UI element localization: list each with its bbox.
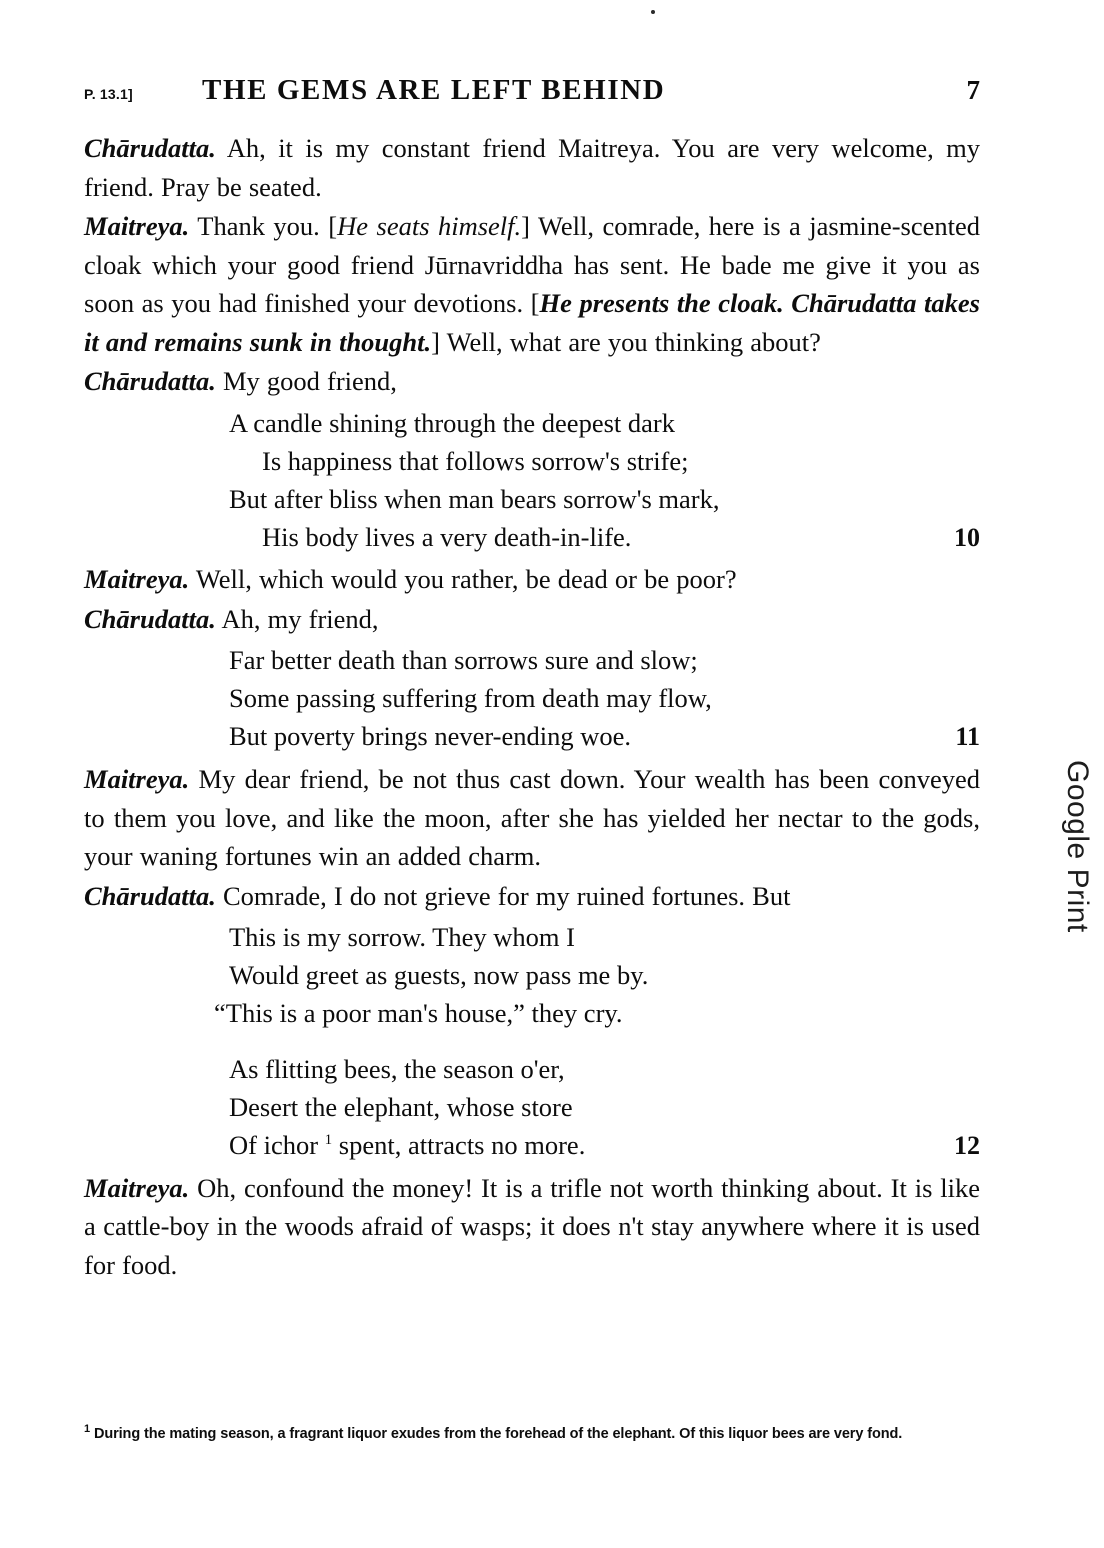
footnote-marker: 1 xyxy=(324,1131,333,1148)
speech-paragraph xyxy=(84,877,980,916)
speaker-name: Chārudatta. xyxy=(84,366,216,397)
speech-text: Well, which would you rather, be dead or be poor? xyxy=(189,564,737,595)
speech-text: My good friend, xyxy=(215,366,397,397)
verse-block xyxy=(84,642,980,756)
verse-line: As flitting bees, the season o'er, xyxy=(229,1054,565,1085)
google-print-watermark: Google Print xyxy=(1061,760,1094,933)
verse-line: Would greet as guests, now pass me by. xyxy=(229,960,649,991)
stage-direction: He presents the cloak. Chārudatta takes it and remains sunk in thought. xyxy=(84,288,980,357)
verse-block xyxy=(84,919,980,1033)
verse-line: Desert the elephant, whose store xyxy=(229,1091,573,1122)
speech-paragraph xyxy=(84,1169,980,1285)
verse-line: “This is a poor man's house,” they cry. xyxy=(214,998,623,1029)
speech-text: Ah, it is my constant friend Maitreya. You are very welcome, my friend. Pray be seated. xyxy=(84,133,980,202)
verse-number: 10 xyxy=(954,522,980,552)
speech-paragraph xyxy=(84,362,980,401)
speech-text: Comrade, I do not grieve for my ruined fortunes. But xyxy=(215,880,791,911)
speech-text: My dear friend, be not thus cast down. Your wealth has been conveyed to them you love, and like the moon, after she has yielded her nectar to the gods, your waning fortunes win an added charm. xyxy=(84,764,980,872)
verse-line: Of ichor xyxy=(229,1129,325,1160)
verse-line: A candle shining through the deepest dark xyxy=(229,407,675,438)
speaker-name: Maitreya. xyxy=(84,1172,190,1203)
verse-line: This is my sorrow. They whom I xyxy=(229,922,575,953)
verse-number: 11 xyxy=(955,722,980,752)
verse-line: Some passing suffering from death may flow, xyxy=(229,683,712,714)
speech-paragraph xyxy=(84,207,980,361)
speech-text: Oh, confound the money! It is a trifle not worth thinking about. It is like a cattle-boy in the woods afraid of wasps; it does n't stay anywhere where it is used for food. xyxy=(84,1172,980,1280)
running-head xyxy=(84,74,980,107)
verse-line-tail: spent, attracts no more. xyxy=(332,1129,586,1160)
stage-direction: He seats himself. xyxy=(337,211,522,242)
verse-block xyxy=(84,405,980,557)
speech-text: Ah, my friend, xyxy=(215,603,379,634)
verse-line: But after bliss when man bears sorrow's mark, xyxy=(229,483,720,514)
page-top-speck xyxy=(651,10,655,14)
verse-line: Far better death than sorrows sure and slow; xyxy=(229,645,698,676)
page-content xyxy=(84,74,980,1285)
speech-paragraph xyxy=(84,760,980,876)
speech-text: ] Well, comrade, here is a jasmine-scented cloak which your good friend Jūrnavriddha has sent. He bade me give it you as soon as you had finished your devotions. [ xyxy=(84,211,981,319)
folio-reference: P. 13.1] xyxy=(84,86,133,102)
footnote-text: During the mating season, a fragrant liquor exudes from the forehead of the elephant. Of this liquor bees are very fond. xyxy=(90,1425,903,1442)
speaker-name: Chārudatta. xyxy=(84,603,216,634)
speaker-name: Chārudatta. xyxy=(84,880,216,911)
footnote-marker: 1 xyxy=(84,1423,91,1435)
speech-text: ] Well, what are you thinking about? xyxy=(431,326,821,357)
verse-line: His body lives a very death-in-life. xyxy=(262,521,632,552)
speech-paragraph xyxy=(84,129,980,206)
verse-number: 12 xyxy=(954,1130,980,1160)
speech-paragraph xyxy=(84,600,980,639)
speech-text: Thank you. [ xyxy=(189,211,338,242)
verse-block xyxy=(84,1051,980,1165)
speech-paragraph xyxy=(84,560,980,599)
verse-line: Is happiness that follows sorrow's strife; xyxy=(262,445,689,476)
footnote xyxy=(84,1422,980,1445)
page-number: 7 xyxy=(966,75,980,105)
speaker-name: Chārudatta. xyxy=(84,133,216,163)
speaker-name: Maitreya. xyxy=(84,564,190,595)
verse-line: But poverty brings never-ending woe. xyxy=(229,721,632,752)
page-title: THE GEMS ARE LEFT BEHIND xyxy=(202,74,666,106)
speaker-name: Maitreya. xyxy=(84,211,190,242)
speaker-name: Maitreya. xyxy=(84,764,190,795)
